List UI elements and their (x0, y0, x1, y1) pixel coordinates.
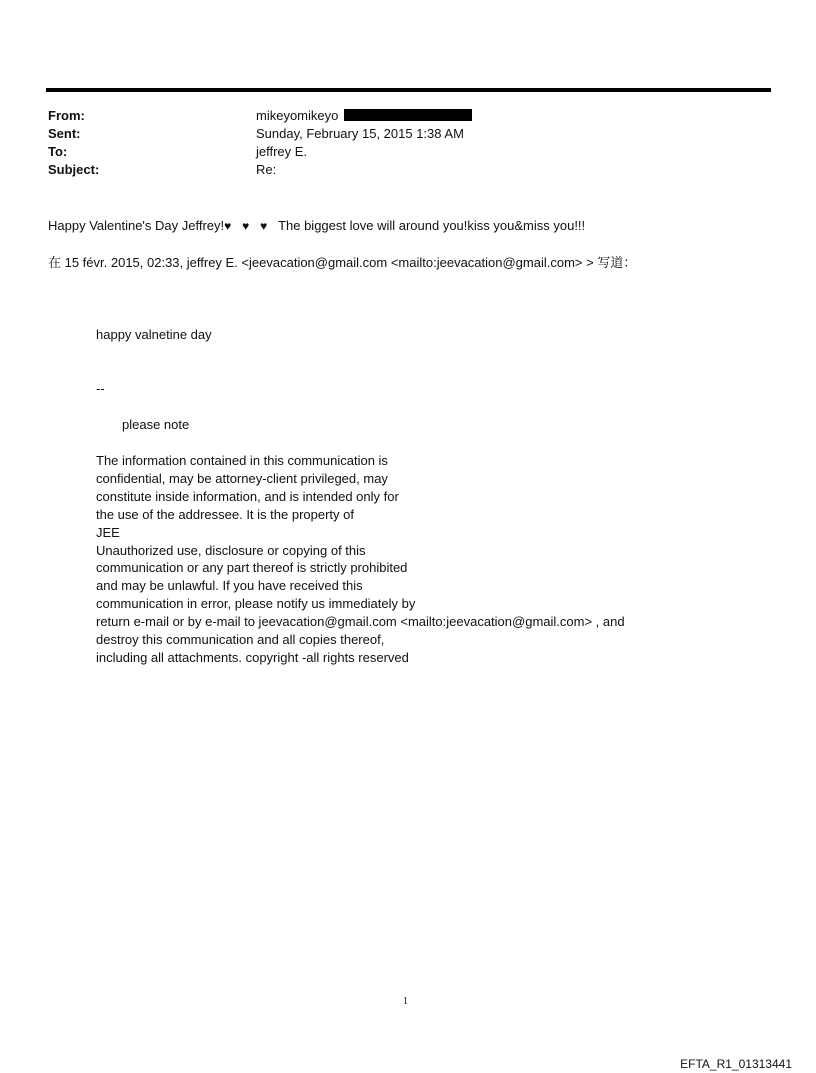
disclaimer-line: including all attachments. copyright -all rights reserved (96, 649, 409, 665)
disclaimer-line: confidential, may be attorney-client privileged, may (96, 470, 388, 486)
subject-label: Subject: (48, 162, 100, 177)
sent-value: Sunday, February 15, 2015 1:38 AM (256, 126, 464, 141)
sent-label: Sent: (48, 126, 81, 141)
to-value: jeffrey E. (256, 144, 308, 159)
disclaimer-block (96, 452, 716, 667)
quoted-message: happy valnetine day (96, 327, 212, 342)
header-divider (46, 88, 771, 92)
subject-value: Re: (256, 162, 277, 177)
disclaimer-line: communication or any part thereof is strictly prohibited (96, 560, 408, 576)
to-label: To: (48, 144, 68, 159)
from-sender: mikeyomikeyo (256, 108, 339, 123)
disclaimer-line: the use of the addressee. It is the property of (96, 506, 354, 522)
from-label: From: (48, 108, 85, 123)
disclaimer-line: destroy this communication and all copies thereof, (96, 632, 385, 648)
please-note: please note (122, 417, 190, 432)
heart-icon: ♥ (260, 219, 268, 233)
from-value (256, 107, 472, 125)
disclaimer-line: return e-mail or by e-mail to jeevacation@gmail.com <mailto:jeevacation@gmail.com> , and (96, 614, 625, 630)
disclaimer-line: The information contained in this communication is (96, 453, 388, 468)
greeting-line (48, 217, 585, 235)
greeting-text: Happy Valentine's Day Jeffrey! (48, 218, 225, 233)
disclaimer-line: communication in error, please notify us immediately by (96, 596, 416, 612)
disclaimer-line: Unauthorized use, disclosure or copying of this (96, 542, 366, 558)
bates-number: EFTA_R1_01313441 (680, 1057, 792, 1071)
signature-separator: -- (96, 381, 105, 396)
greeting-tail: The biggest love will around you!kiss you&miss you!!! (278, 218, 586, 233)
disclaimer-line: constitute inside information, and is intended only for (96, 488, 399, 504)
quote-intro: 在 15 févr. 2015, 02:33, jeffrey E. <jeevacation@gmail.com <mailto:jeevacation@gmail.com> > 写道： (48, 255, 637, 270)
heart-icon: ♥ (242, 219, 250, 233)
page-number: 1 (403, 996, 408, 1007)
heart-icon: ♥ (224, 219, 232, 233)
disclaimer-line: JEE (96, 524, 120, 540)
disclaimer-line: and may be unlawful. If you have received this (96, 578, 363, 594)
redaction-bar (344, 109, 472, 121)
